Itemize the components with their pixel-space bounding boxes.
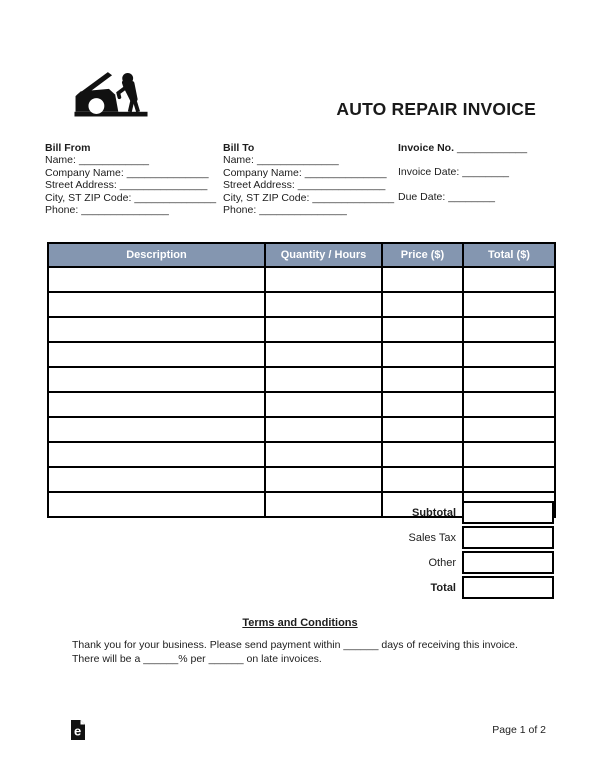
sales-tax-value-box[interactable]	[462, 526, 554, 549]
table-row	[48, 367, 555, 392]
subtotal-row	[47, 501, 554, 524]
city-label: City, ST ZIP Code:	[45, 191, 132, 204]
total-label: Total	[430, 581, 456, 594]
svg-text:e: e	[74, 723, 82, 739]
total-cell[interactable]	[463, 342, 555, 367]
street-blank-field[interactable]: _______________	[119, 179, 208, 192]
price-cell[interactable]	[382, 417, 463, 442]
subtotal-label: Subtotal	[412, 506, 456, 519]
table-row	[48, 467, 555, 492]
description-cell[interactable]	[48, 417, 265, 442]
bill-to-name-row	[223, 154, 394, 166]
other-value-box[interactable]	[462, 551, 554, 574]
table-row	[48, 267, 555, 292]
description-cell[interactable]	[48, 317, 265, 342]
bill-from-street-row	[45, 179, 216, 191]
quantity-cell[interactable]	[265, 342, 382, 367]
invoice-date-row	[398, 166, 527, 178]
invoice-date-blank-field[interactable]: ________	[462, 166, 510, 179]
bill-from-company-row	[45, 167, 216, 179]
quantity-cell[interactable]	[265, 392, 382, 417]
bill-to-street-row	[223, 179, 394, 191]
sales-tax-label: Sales Tax	[408, 531, 456, 544]
description-cell[interactable]	[48, 367, 265, 392]
name-label: Name:	[45, 154, 76, 167]
price-cell[interactable]	[382, 267, 463, 292]
description-cell[interactable]	[48, 467, 265, 492]
company-label: Company Name:	[223, 166, 302, 179]
total-cell[interactable]	[463, 392, 555, 417]
phone-blank-field[interactable]: _______________	[81, 204, 169, 217]
price-cell[interactable]	[382, 317, 463, 342]
bill-to-section	[223, 142, 394, 216]
col-header-quantity-hours: Quantity / Hours	[265, 243, 382, 267]
other-row	[47, 551, 554, 574]
street-blank-field[interactable]: _______________	[297, 179, 386, 192]
eforms-document-icon	[70, 719, 86, 741]
city-label: City, ST ZIP Code:	[223, 191, 310, 204]
bill-from-section	[45, 142, 216, 216]
table-row	[48, 417, 555, 442]
bill-to-city-row	[223, 192, 394, 204]
price-cell[interactable]	[382, 292, 463, 317]
col-header-total: Total ($)	[463, 243, 555, 267]
total-cell[interactable]	[463, 267, 555, 292]
line-items-table	[47, 242, 556, 518]
invoice-date-label: Invoice Date:	[398, 166, 460, 179]
price-cell[interactable]	[382, 442, 463, 467]
quantity-cell[interactable]	[265, 442, 382, 467]
due-date-row	[398, 191, 527, 203]
table-row	[48, 392, 555, 417]
city-blank-field[interactable]: ______________	[134, 191, 217, 204]
quantity-cell[interactable]	[265, 367, 382, 392]
page-number: Page 1 of 2	[492, 724, 546, 736]
company-blank-field[interactable]: ______________	[304, 166, 387, 179]
col-header-description: Description	[48, 243, 265, 267]
description-cell[interactable]	[48, 392, 265, 417]
description-cell[interactable]	[48, 267, 265, 292]
invoice-no-blank-field[interactable]: ____________	[457, 142, 528, 154]
price-cell[interactable]	[382, 342, 463, 367]
total-cell[interactable]	[463, 417, 555, 442]
sales-tax-row	[47, 526, 554, 549]
subtotal-value-box[interactable]	[462, 501, 554, 524]
price-cell[interactable]	[382, 367, 463, 392]
other-label: Other	[428, 556, 456, 569]
bill-to-phone-row	[223, 204, 394, 216]
col-header-price: Price ($)	[382, 243, 463, 267]
bill-to-company-row	[223, 167, 394, 179]
price-cell[interactable]	[382, 467, 463, 492]
name-blank-field[interactable]: ____________	[78, 154, 150, 167]
street-label: Street Address:	[45, 179, 117, 192]
table-row	[48, 442, 555, 467]
quantity-cell[interactable]	[265, 317, 382, 342]
terms-heading: Terms and Conditions	[242, 617, 358, 629]
phone-blank-field[interactable]: _______________	[259, 204, 347, 217]
invoice-no-row	[398, 142, 527, 154]
description-cell[interactable]	[48, 292, 265, 317]
quantity-cell[interactable]	[265, 267, 382, 292]
bill-from-name-row	[45, 154, 216, 166]
total-cell[interactable]	[463, 317, 555, 342]
bill-from-heading: Bill From	[45, 142, 91, 154]
bill-to-heading: Bill To	[223, 142, 255, 154]
company-blank-field[interactable]: ______________	[126, 166, 209, 179]
bill-from-phone-row	[45, 204, 216, 216]
phone-label: Phone:	[45, 204, 79, 217]
mechanic-under-car-hood-icon	[73, 69, 149, 117]
company-label: Company Name:	[45, 166, 124, 179]
table-header-row	[48, 243, 555, 267]
quantity-cell[interactable]	[265, 417, 382, 442]
page-title: AUTO REPAIR INVOICE	[336, 99, 536, 119]
summary-section	[47, 501, 554, 601]
total-cell[interactable]	[463, 467, 555, 492]
street-label: Street Address:	[223, 179, 295, 192]
terms-body: Thank you for your business. Please send payment within ______ days of receiving this invoice. There will be a ______% per ______ on late invoices.	[72, 639, 518, 665]
invoice-no-label: Invoice No.	[398, 142, 455, 154]
table-row	[48, 342, 555, 367]
invoice-meta-section	[398, 142, 527, 203]
price-cell[interactable]	[382, 392, 463, 417]
table-row	[48, 292, 555, 317]
due-date-label: Due Date:	[398, 190, 446, 203]
total-cell[interactable]	[463, 367, 555, 392]
description-cell[interactable]	[48, 342, 265, 367]
total-row	[47, 576, 554, 599]
phone-label: Phone:	[223, 204, 257, 217]
name-blank-field[interactable]: ______________	[256, 154, 339, 167]
total-cell[interactable]	[463, 292, 555, 317]
due-date-blank-field[interactable]: ________	[448, 190, 495, 203]
table-row	[48, 317, 555, 342]
city-blank-field[interactable]: ______________	[312, 191, 395, 204]
name-label: Name:	[223, 154, 254, 167]
description-cell[interactable]	[48, 442, 265, 467]
total-cell[interactable]	[463, 442, 555, 467]
bill-from-city-row	[45, 192, 216, 204]
quantity-cell[interactable]	[265, 467, 382, 492]
quantity-cell[interactable]	[265, 292, 382, 317]
total-value-box[interactable]	[462, 576, 554, 599]
